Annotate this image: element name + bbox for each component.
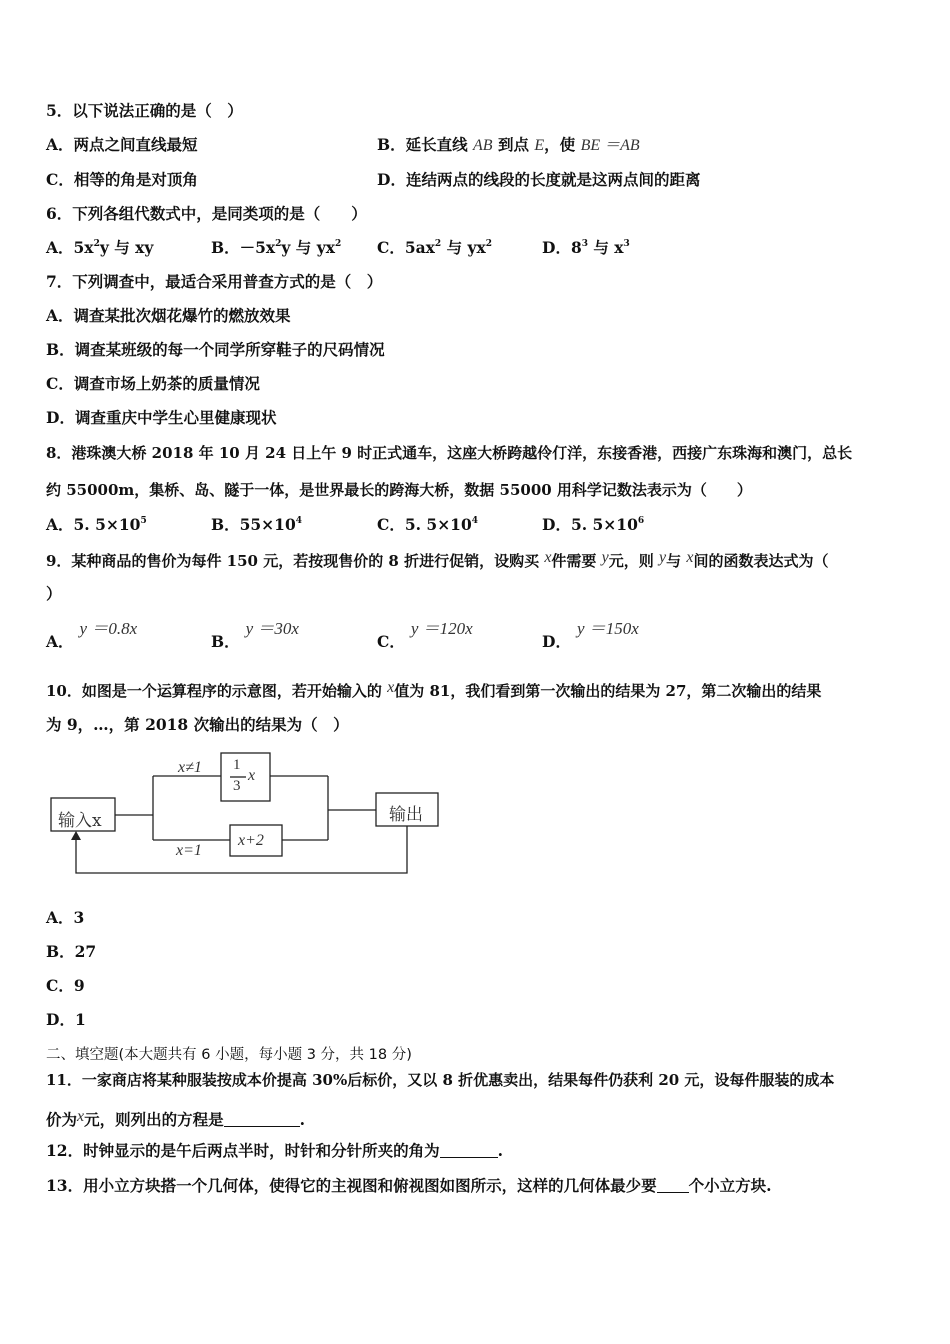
q13-answer-blank[interactable]: [657, 1178, 689, 1193]
q8-d-sup: 6: [637, 516, 645, 526]
q5-b-math-eq: BE ＝AB: [580, 137, 640, 154]
q5-option-c: C．相等的角是对顶角: [46, 170, 198, 189]
q9-d-expr: y ＝150x: [576, 619, 639, 638]
q7-option-a: A．调查某批次烟花爆竹的燃放效果: [46, 306, 291, 325]
q10-option-b: B．27: [46, 942, 97, 961]
q11-text-2: 元，则列出的方程是: [84, 1110, 224, 1129]
flowchart-feedback-arrow: [71, 831, 81, 840]
q5-b-math-e: E: [534, 137, 545, 154]
q8-a-pre: A．5. 5×10: [46, 515, 141, 534]
q9-d-label: D．: [542, 632, 571, 651]
q10-stem-line1: [46, 678, 821, 701]
flowchart-input-label: 输入x: [58, 811, 102, 831]
q6-option-b: [211, 238, 341, 258]
flowchart-plus-label: x+2: [238, 832, 264, 849]
q5-option-b: [377, 135, 640, 156]
q5-stem: 5．以下说法正确的是（ ）: [46, 101, 243, 120]
q9-c-expr: y ＝120x: [410, 619, 473, 638]
q6-a-pre: A．5x: [46, 238, 94, 257]
q9-math-x-2: x: [686, 549, 694, 566]
q8-option-c: [377, 515, 478, 535]
q7-option-d: D．调查重庆中学生心里健康现状: [46, 408, 277, 427]
q9-math-y: y: [601, 549, 609, 566]
q11-stem-line1: 11．一家商店将某种服装按成本价提高 30%后标价，又以 8 折优惠卖出，结果每件仍获利 20 元，设每件服装的成本: [46, 1071, 835, 1089]
q9-option-c: [377, 619, 473, 651]
q9-text-5: 间的函数表达式为（: [693, 552, 829, 570]
q8-b-sup: 4: [295, 516, 302, 526]
q11-stem-line2: [46, 1107, 305, 1130]
q5-b-text-3: ，使: [544, 135, 576, 154]
flowchart-fraction-numerator: 1: [233, 757, 241, 773]
q8-a-sup: 5: [140, 516, 147, 526]
q9-c-label: C．: [377, 632, 405, 651]
q6-c-pre: C．5ax: [377, 238, 435, 257]
q6-b-pre: B．－5x: [211, 238, 276, 257]
q6-d-mid: 与 x: [588, 238, 624, 257]
q8-c-sup: 4: [471, 516, 479, 526]
q9-math-x: x: [544, 549, 552, 566]
q9-option-b: [211, 619, 299, 651]
q7-option-c: C．调查市场上奶茶的质量情况: [46, 374, 260, 393]
q13-text-1: 13．用小立方块搭一个几何体，使得它的主视图和俯视图如图所示，这样的几何体最少要: [46, 1176, 657, 1195]
q6-d-pre: D．8: [542, 238, 582, 257]
q5-b-text-2: 到点: [497, 135, 529, 154]
q10-math-x: x: [387, 679, 395, 696]
q9-text-3: 元，则: [608, 552, 654, 570]
q10-text-2: 值为 81，我们看到第一次输出的结果为 27，第二次输出的结果: [394, 682, 822, 700]
q6-c-sup2: 2: [485, 239, 492, 249]
q10-option-c: C．9: [46, 976, 85, 995]
q11-answer-blank[interactable]: [224, 1112, 300, 1127]
q12-answer-blank[interactable]: [440, 1143, 498, 1158]
q10-option-d: D．1: [46, 1010, 86, 1029]
q12-stem: [46, 1141, 503, 1161]
q6-b-sup1: 2: [275, 239, 282, 249]
q7-option-b: B．调查某班级的每一个同学所穿鞋子的尺码情况: [46, 340, 385, 359]
q5-b-math-ab: AB: [473, 137, 493, 154]
flowchart-fraction-variable: x: [248, 767, 256, 784]
q8-c-pre: C．5. 5×10: [377, 515, 472, 534]
q8-option-d: [542, 515, 644, 535]
q12-text-1: 12．时钟显示的是午后两点半时，时针和分针所夹的角为: [46, 1141, 440, 1160]
q5-b-text-1: B．延长直线: [377, 135, 468, 154]
q10-stem-line2: 为 9，…，第 2018 次输出的结果为（ ）: [46, 715, 349, 734]
q9-text-4: 与: [666, 552, 682, 570]
q12-text-2: .: [497, 1141, 503, 1160]
q9-option-a: [46, 619, 138, 651]
q5-option-a: A．两点之间直线最短: [46, 135, 198, 154]
q10-text-1: 10．如图是一个运算程序的示意图，若开始输入的: [46, 682, 382, 700]
q9-option-d: [542, 619, 639, 651]
section-2-title: 二、填空题(本大题共有 6 小题，每小题 3 分，共 18 分): [46, 1047, 412, 1063]
q8-stem-line1: 8．港珠澳大桥 2018 年 10 月 24 日上午 9 时正式通车，这座大桥跨越伶仃洋，东接香港，西接广东珠海和澳门，总长: [46, 444, 853, 462]
flowchart-fraction-denominator: 3: [233, 778, 241, 794]
q6-option-c: [377, 238, 492, 258]
q6-c-sup1: 2: [434, 239, 442, 249]
q8-d-pre: D．5. 5×10: [542, 515, 638, 534]
q13-text-2: 个小立方块.: [688, 1176, 772, 1195]
q11-text-3: .: [299, 1110, 306, 1129]
q11-math-x: x: [77, 1108, 85, 1125]
q9-text-2: 件需要: [551, 552, 597, 570]
q8-option-b: [211, 515, 302, 535]
q9-b-label: B．: [211, 632, 240, 651]
q6-a-sup: 2: [93, 239, 100, 249]
q9-a-label: A．: [46, 632, 74, 651]
flowchart-condition-top: x≠1: [178, 759, 202, 776]
q6-stem: 6．下列各组代数式中，是同类项的是（ ）: [46, 204, 367, 223]
q9-a-expr: y ＝0.8x: [79, 619, 138, 638]
q5-option-d: D．连结两点的线段的长度就是这两点间的距离: [377, 170, 701, 189]
q6-c-mid: 与 yx: [441, 238, 486, 257]
q6-d-sup1: 3: [581, 239, 588, 249]
flowchart-divide-box: [221, 753, 270, 801]
q9-stem-line1: [46, 548, 829, 571]
q8-stem-line2: 约 55000m，集桥、岛、隧于一体，是世界最长的跨海大桥，数据 55000 用科学记数法表示为（ ）: [46, 481, 752, 499]
q10-option-a: A．3: [46, 908, 85, 927]
q6-option-d: [542, 238, 630, 258]
q6-d-sup2: 3: [623, 239, 630, 249]
q11-text-1: 价为: [46, 1110, 78, 1129]
q8-b-pre: B．55×10: [211, 515, 296, 534]
q7-stem: 7．下列调查中，最适合采用普查方式的是（ ）: [46, 272, 383, 291]
q6-option-a: [46, 238, 153, 258]
q13-stem: [46, 1176, 771, 1196]
q6-b-mid: y 与 yx: [281, 238, 335, 257]
q9-math-y-2: y: [659, 549, 667, 566]
q9-stem-line2: ）: [46, 584, 62, 603]
q8-option-a: [46, 515, 147, 535]
flowchart-condition-bottom: x=1: [176, 842, 202, 859]
q6-b-sup2: 2: [334, 239, 342, 249]
q9-b-expr: y ＝30x: [245, 619, 299, 638]
q6-a-post: y 与 xy: [99, 238, 154, 257]
flowchart-output-label: 输出: [389, 805, 423, 825]
q9-text-1: 9．某种商品的售价为每件 150 元，若按现售价的 8 折进行促销，设购买: [46, 552, 540, 570]
